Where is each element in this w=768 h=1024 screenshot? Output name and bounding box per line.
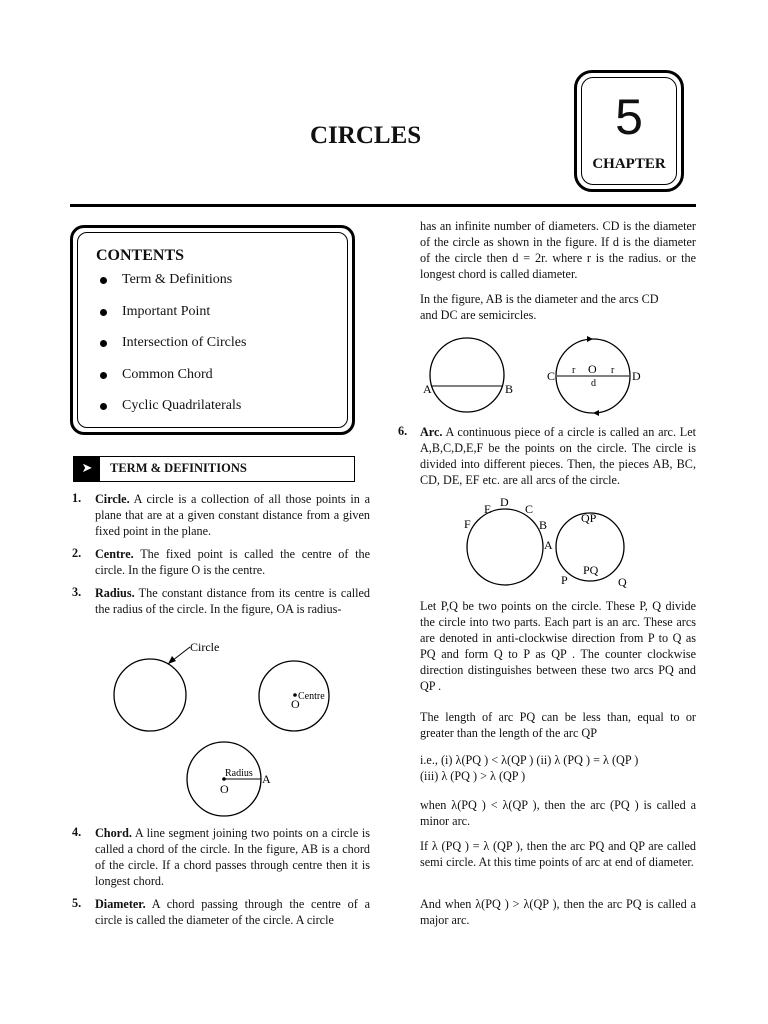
comparison-line: (iii) λ (PQ ) > λ (QP ) [420, 769, 526, 783]
point-label-a: A [544, 538, 553, 552]
diameter-label: d [591, 378, 596, 389]
point-label-b: B [505, 382, 514, 396]
arc-label-qp: QP [581, 511, 597, 525]
section-heading-bar [73, 456, 355, 482]
contents-item-label: Intersection of Circles [122, 335, 247, 350]
page-title: CIRCLES [310, 122, 422, 149]
minor-arc-paragraph: when λ(PQ ) < λ(QP ), then the arc (PQ ) is called a minor arc. [420, 798, 696, 828]
term: Centre. [95, 547, 134, 561]
point-label-d: D [632, 369, 641, 383]
term: Diameter. [95, 897, 146, 911]
arc-notation-paragraph: Let P,Q be two points on the circle. These P, Q divide the circle into two parts. Each part is an arc. These arcs are denoted in anti-clockwise direction from P to Q as PQ and form Q to P as QP . The counter clockwise direction distinguishes between these two arcs PQ and QP . [420, 599, 696, 693]
header-rule [70, 204, 696, 207]
contents-box [77, 232, 348, 428]
chapter-badge [581, 77, 677, 185]
definition-chord [95, 825, 370, 889]
circle-label: Circle [190, 640, 220, 654]
definition-arc [420, 424, 696, 488]
arc-cd: CD [641, 292, 659, 306]
point-label-b: B [539, 518, 548, 532]
contents-item-label: Cyclic Quadrilaterals [122, 398, 242, 413]
point-label-a: A [423, 382, 432, 396]
arc-label-pq: PQ [583, 563, 599, 577]
point-label-e: E [484, 502, 492, 516]
circle-shape [430, 338, 504, 412]
definition-text: A chord passing through the centre of a circle is called the diameter of the circle. A circle [95, 897, 370, 927]
contents-item [96, 335, 347, 367]
item-number: 5. [72, 896, 82, 910]
radius-label: r [611, 365, 615, 376]
text: and [420, 308, 441, 322]
contents-heading: CONTENTS [96, 247, 185, 264]
diameter-paragraph: has an infinite number of diameters. CD is the diameter of the circle as shown in the figure. If d is the diameter of the circle then d = 2r. where r is the radius. or the longest chord is called diameter. [420, 219, 696, 281]
section-heading: TERM & DEFINITIONS [110, 461, 247, 475]
definition-text: A circle is a collection of all those points in a plane that are at a given constant distance from a given fixed point in the plane. [95, 492, 370, 538]
arrow-right-icon: ➤ [74, 457, 100, 481]
contents-item-label: Term & Definitions [122, 272, 233, 287]
point-label-d: D [500, 495, 509, 509]
arc-dc: DC [440, 308, 458, 322]
arrow-head-icon [593, 410, 599, 416]
definition-text: A continuous piece of a circle is called an arc. Let A,B,C,D,E,F be the points on the circle. The circle is divided into different pieces. Then, the pieces AB, BC, CD, DE, EF etc. are all arcs of the circle. [420, 425, 696, 487]
centre-label: Centre [298, 691, 325, 702]
point-label-a: A [262, 772, 271, 786]
arrow-head-icon [587, 336, 593, 342]
chapter-label: CHAPTER [592, 156, 666, 172]
contents-item [96, 304, 347, 336]
term: Circle. [95, 492, 130, 506]
bullet-icon [100, 372, 107, 379]
definition-circle [95, 491, 370, 539]
point-label-o: O [291, 697, 300, 711]
major-arc-paragraph: And when λ(PQ ) > λ(QP ), then the arc PQ is called a major arc. [420, 897, 696, 927]
circle-shape [114, 659, 186, 731]
point-label-f: F [464, 517, 471, 531]
radius-label: r [572, 365, 576, 376]
arrow-head-icon [168, 656, 176, 664]
item-number: 4. [72, 825, 82, 839]
point-label-c: C [547, 369, 556, 383]
definition-text: The fixed point is called the centre of the circle. In the figure O is the centre. [95, 547, 370, 577]
chapter-number: 5 [615, 89, 643, 145]
circle-parts-figure [100, 635, 350, 825]
item-number: 2. [72, 546, 82, 560]
comparison-line: i.e., (i) λ(PQ ) < λ(QP ) (ii) λ (PQ ) = λ (QP ) [420, 753, 639, 767]
arc-comparison [420, 752, 696, 784]
point-label-o: O [588, 362, 597, 376]
semicircle-paragraph [420, 291, 696, 323]
point-label-p: P [561, 573, 568, 587]
bullet-icon [100, 403, 107, 410]
point-label-c: C [525, 502, 534, 516]
point-label-o: O [220, 782, 229, 796]
text: are semicircles. [457, 308, 537, 322]
item-number: 3. [72, 585, 82, 599]
item-number: 6. [398, 424, 408, 438]
circle-shape [467, 509, 543, 585]
definition-text: The constant distance from its centre is called the radius of the circle. In the figure, OA is radius- [95, 586, 370, 616]
radius-label: Radius [225, 768, 253, 779]
contents-item [96, 398, 347, 430]
arc-length-paragraph: The length of arc PQ can be less than, equal to or greater than the length of the arc QP [420, 710, 696, 740]
contents-item-label: Important Point [122, 303, 211, 319]
definition-diameter [95, 896, 370, 928]
item-number: 1. [72, 491, 82, 505]
term: Arc. [420, 425, 443, 439]
bullet-icon [100, 277, 107, 284]
text: In the figure, AB is the diameter and the arcs [420, 292, 642, 306]
contents-item [96, 272, 347, 304]
bullet-icon [100, 309, 107, 316]
term: Radius. [95, 586, 135, 600]
contents-item-label: Common Chord [122, 366, 213, 382]
term: Chord. [95, 826, 132, 840]
arc-figure [455, 492, 655, 592]
definition-radius [95, 585, 370, 617]
definition-centre [95, 546, 370, 578]
semicircle-arc-paragraph: If λ (PQ ) = λ (QP ), then the arc PQ and QP are called semi circle. At this time points of arc at end of diameter. [420, 839, 696, 869]
contents-item [96, 367, 347, 399]
diameter-figure [415, 330, 655, 418]
bullet-icon [100, 340, 107, 347]
definition-text: A line segment joining two points on a circle is called a chord of the circle. In the figure, AB is a chord of the circle. If a chord passes through centre then it is longest chord. [95, 826, 370, 888]
point-label-q: Q [618, 575, 627, 589]
